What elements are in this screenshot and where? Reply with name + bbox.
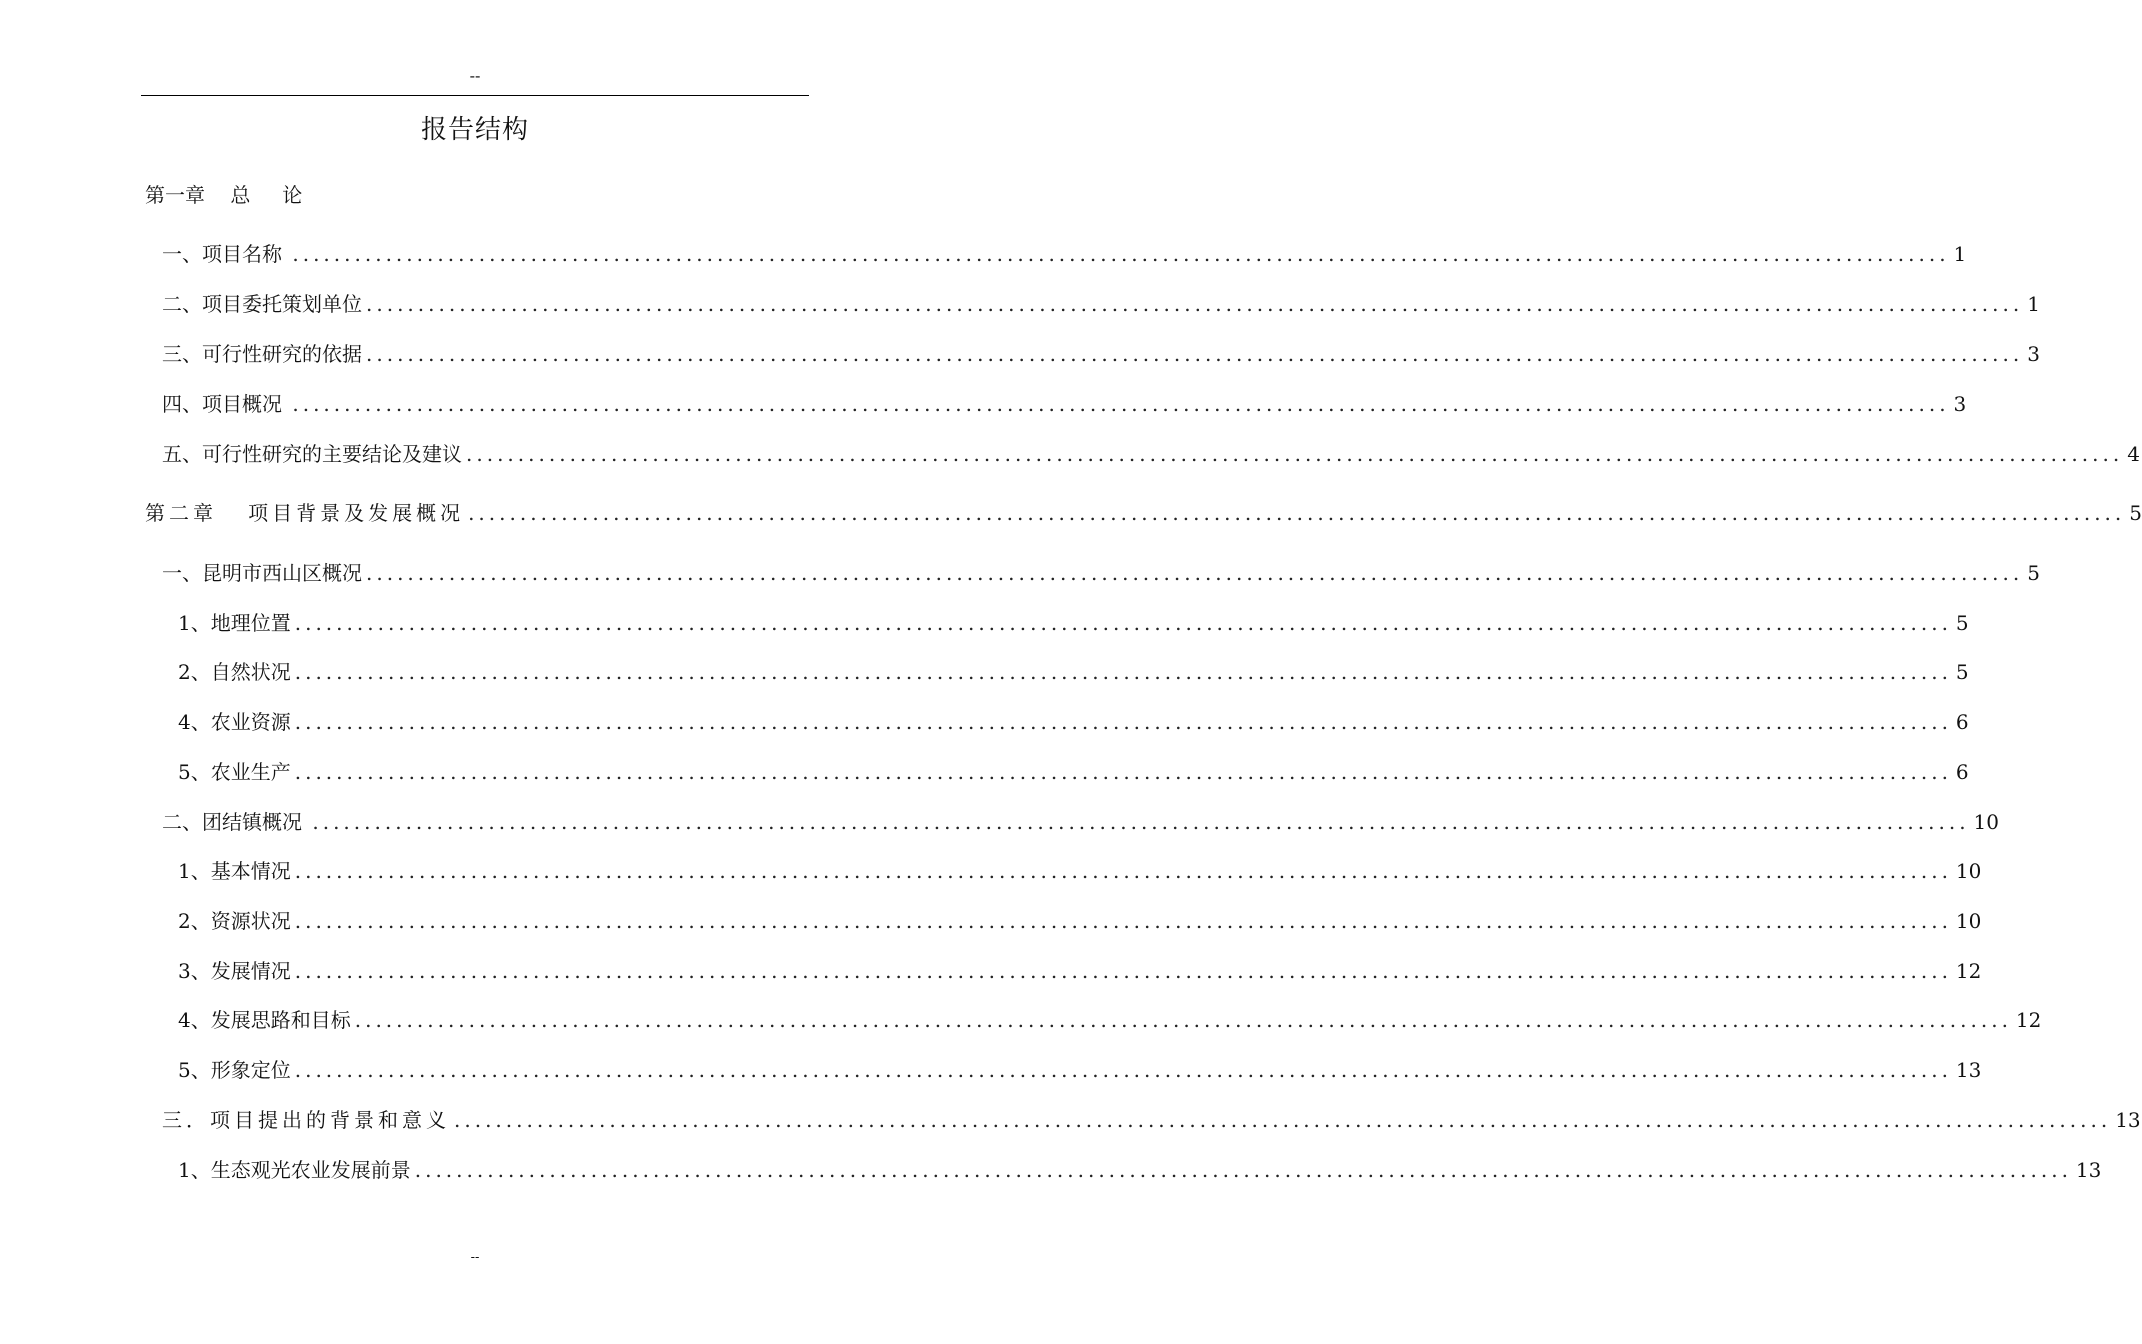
toc-entry[interactable] xyxy=(162,807,1999,837)
toc-leader-dots: ................................................................................................................................................................ xyxy=(294,611,1952,635)
toc-entry-label: 4、农业资源 xyxy=(178,710,291,734)
document-title: 报告结构 xyxy=(420,115,529,145)
toc-subentry[interactable] xyxy=(178,757,1969,787)
toc-subentry[interactable] xyxy=(178,657,1969,687)
header-rule xyxy=(141,95,809,96)
toc-entry-page: 5 xyxy=(2027,561,2040,585)
toc-leader-dots: ................................................................................................................................................................ xyxy=(294,959,1952,983)
toc-entry-label: 三、可行性研究的依据 xyxy=(162,342,362,366)
toc-leader-dots: ................................................................................................................................................................ xyxy=(294,909,1952,933)
toc-entry[interactable] xyxy=(162,289,2040,319)
toc-subentry[interactable] xyxy=(178,608,1969,638)
toc-entry-label: 4、发展思路和目标 xyxy=(178,1008,351,1032)
toc-entry-page: 1 xyxy=(2027,292,2040,316)
toc-entry-label: 第二章 项目背景及发展概况 xyxy=(145,501,465,525)
toc-leader-dots: ................................................................................................................................................................ xyxy=(354,1008,2012,1032)
toc-entry-label: 一、项目名称 xyxy=(162,242,289,266)
toc-leader-dots: ................................................................................................................................................................ xyxy=(466,442,2124,466)
toc-entry-page: 5 xyxy=(1955,611,1969,635)
toc-entry-page: 5 xyxy=(2129,501,2142,525)
toc-leader-dots: ................................................................................................................................................................ xyxy=(366,292,2024,316)
toc-subentry[interactable] xyxy=(178,906,1982,936)
toc-entry[interactable] xyxy=(162,439,2140,469)
toc-entry-page: 6 xyxy=(1955,710,1969,734)
toc-leader-dots: ................................................................................................................................................................ xyxy=(292,392,1950,416)
toc-entry-page: 3 xyxy=(2027,342,2040,366)
toc-entry-page: 6 xyxy=(1955,760,1969,784)
toc-leader-dots: ................................................................................................................................................................ xyxy=(366,342,2024,366)
toc-leader-dots: ................................................................................................................................................................ xyxy=(454,1108,2112,1132)
toc-entry[interactable] xyxy=(162,239,1967,269)
toc-entry-page: 10 xyxy=(1955,859,1982,883)
toc-subentry[interactable] xyxy=(178,956,1982,986)
toc-entry-page: 10 xyxy=(1955,909,1982,933)
toc-entry-page: 13 xyxy=(2115,1108,2141,1132)
toc-entry[interactable] xyxy=(162,558,2040,588)
toc-entry-label: 2、资源状况 xyxy=(178,909,291,933)
toc-entry-page: 13 xyxy=(2075,1158,2102,1182)
toc-subentry[interactable] xyxy=(178,856,1982,886)
toc-entry-label: 1、基本情况 xyxy=(178,859,291,883)
toc-chapter-entry[interactable] xyxy=(145,498,2142,528)
toc-subentry[interactable] xyxy=(178,1005,2042,1035)
toc-entry-label: 2、自然状况 xyxy=(178,660,291,684)
toc-leader-dots: ................................................................................................................................................................ xyxy=(414,1158,2072,1182)
toc-entry-label: 二、团结镇概况 xyxy=(162,810,309,834)
toc-entry-label: 四、项目概况 xyxy=(162,392,289,416)
toc-entry-page: 1 xyxy=(1953,242,1967,266)
chapter-heading: 第一章 总 论 xyxy=(145,183,303,207)
toc-leader-dots: ................................................................................................................................................................ xyxy=(294,710,1952,734)
toc-entry-page: 12 xyxy=(2015,1008,2042,1032)
toc-leader-dots: ................................................................................................................................................................ xyxy=(292,242,1950,266)
page-header-mark: -- xyxy=(469,66,481,85)
toc-entry-label: 五、可行性研究的主要结论及建议 xyxy=(162,442,462,466)
toc-leader-dots: ................................................................................................................................................................ xyxy=(468,501,2126,525)
toc-entry-page: 13 xyxy=(1955,1058,1982,1082)
toc-entry-label: 1、地理位置 xyxy=(178,611,291,635)
page-footer-mark: -- xyxy=(470,1250,480,1265)
toc-entry-page: 10 xyxy=(1973,810,1999,834)
toc-leader-dots: ................................................................................................................................................................ xyxy=(294,760,1952,784)
toc-subentry[interactable] xyxy=(178,1055,1982,1085)
toc-entry[interactable] xyxy=(162,339,2040,369)
toc-subentry[interactable] xyxy=(178,707,1969,737)
toc-leader-dots: ................................................................................................................................................................ xyxy=(294,660,1952,684)
toc-entry-label: 5、形象定位 xyxy=(178,1058,291,1082)
toc-entry-page: 3 xyxy=(1953,392,1967,416)
toc-leader-dots: ................................................................................................................................................................ xyxy=(312,810,1970,834)
toc-leader-dots: ................................................................................................................................................................ xyxy=(366,561,2024,585)
toc-entry-page: 5 xyxy=(1955,660,1969,684)
toc-entry-label: 一、昆明市西山区概况 xyxy=(162,561,362,585)
toc-entry-label: 5、农业生产 xyxy=(178,760,291,784)
toc-entry-label: 3、发展情况 xyxy=(178,959,291,983)
toc-subentry[interactable] xyxy=(178,1155,2102,1185)
toc-entry[interactable] xyxy=(162,1105,2141,1135)
toc-entry-label: 二、项目委托策划单位 xyxy=(162,292,362,316)
toc-leader-dots: ................................................................................................................................................................ xyxy=(294,1058,1952,1082)
toc-leader-dots: ................................................................................................................................................................ xyxy=(294,859,1952,883)
toc-entry-label: 三．项目提出的背景和意义 xyxy=(162,1108,450,1132)
toc-entry-label: 1、生态观光农业发展前景 xyxy=(178,1158,411,1182)
toc-entry-page: 4 xyxy=(2127,442,2140,466)
toc-entry[interactable] xyxy=(162,389,1967,419)
toc-entry-page: 12 xyxy=(1955,959,1982,983)
